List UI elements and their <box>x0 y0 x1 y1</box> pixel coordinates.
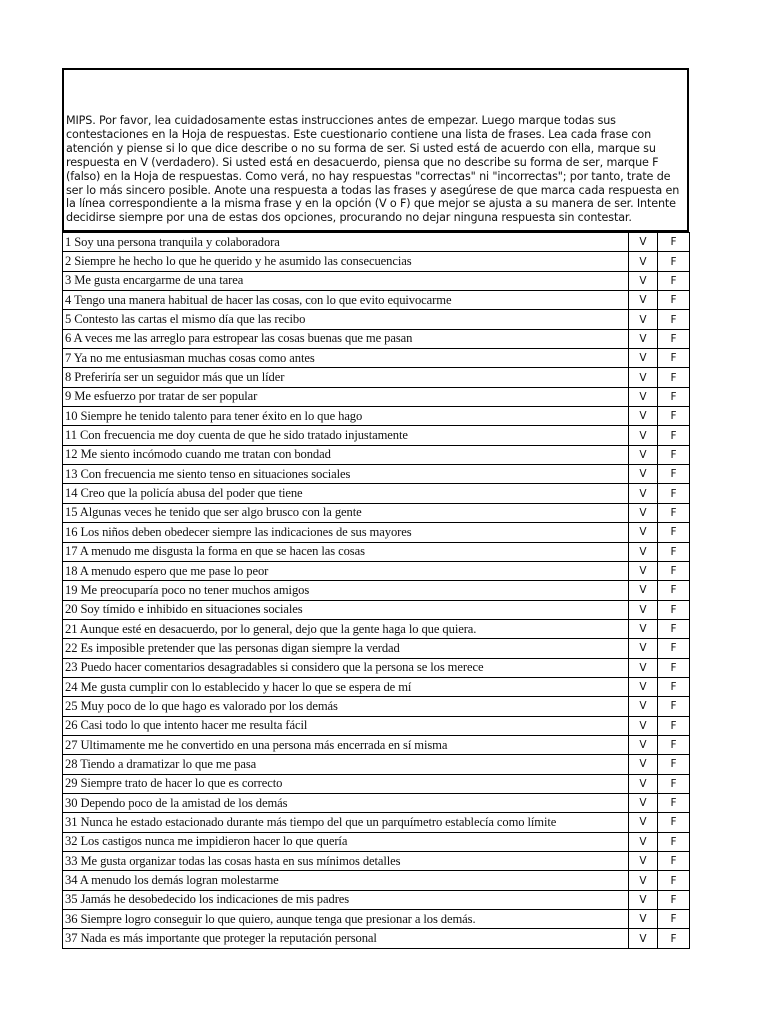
answer-false-option[interactable]: F <box>658 639 690 658</box>
table-row <box>63 929 690 948</box>
answer-false-option[interactable]: F <box>658 407 690 426</box>
question-text: 31 Nunca he estado estacionado durante más tiempo del que un parquímetro establecía como límite <box>63 813 629 832</box>
answer-false-option[interactable]: F <box>658 503 690 522</box>
answer-false-option[interactable]: F <box>658 774 690 793</box>
answer-false-option[interactable]: F <box>658 561 690 580</box>
table-row <box>63 774 690 793</box>
table-row <box>63 329 690 348</box>
table-row <box>63 832 690 851</box>
question-text: 13 Con frecuencia me siento tenso en situaciones sociales <box>63 465 629 484</box>
table-row <box>63 252 690 271</box>
answer-true-option[interactable]: V <box>629 252 658 271</box>
answer-false-option[interactable]: F <box>658 852 690 871</box>
answer-false-option[interactable]: F <box>658 755 690 774</box>
answer-false-option[interactable]: F <box>658 697 690 716</box>
table-row <box>63 271 690 290</box>
answer-false-option[interactable]: F <box>658 619 690 638</box>
answer-false-option[interactable]: F <box>658 387 690 406</box>
question-text: 33 Me gusta organizar todas las cosas hasta en sus mínimos detalles <box>63 852 629 871</box>
answer-true-option[interactable]: V <box>629 910 658 929</box>
answer-false-option[interactable]: F <box>658 368 690 387</box>
table-row <box>63 697 690 716</box>
answer-true-option[interactable]: V <box>629 484 658 503</box>
answer-true-option[interactable]: V <box>629 233 658 252</box>
answer-false-option[interactable]: F <box>658 581 690 600</box>
question-text: 12 Me siento incómodo cuando me tratan con bondad <box>63 445 629 464</box>
table-row <box>63 813 690 832</box>
answer-false-option[interactable]: F <box>658 523 690 542</box>
answer-false-option[interactable]: F <box>658 349 690 368</box>
table-row <box>63 503 690 522</box>
answer-false-option[interactable]: F <box>658 832 690 851</box>
answer-true-option[interactable]: V <box>629 600 658 619</box>
table-row <box>63 233 690 252</box>
table-row <box>63 639 690 658</box>
answer-true-option[interactable]: V <box>629 677 658 696</box>
question-text: 11 Con frecuencia me doy cuenta de que he sido tratado injustamente <box>63 426 629 445</box>
question-text: 14 Creo que la policía abusa del poder que tiene <box>63 484 629 503</box>
answer-false-option[interactable]: F <box>658 484 690 503</box>
answer-true-option[interactable]: V <box>629 581 658 600</box>
answer-false-option[interactable]: F <box>658 716 690 735</box>
answer-true-option[interactable]: V <box>629 561 658 580</box>
question-text: 15 Algunas veces he tenido que ser algo brusco con la gente <box>63 503 629 522</box>
table-row <box>63 368 690 387</box>
answer-false-option[interactable]: F <box>658 329 690 348</box>
answer-true-option[interactable]: V <box>629 426 658 445</box>
table-row <box>63 600 690 619</box>
answer-true-option[interactable]: V <box>629 639 658 658</box>
question-text: 16 Los niños deben obedecer siempre las indicaciones de sus mayores <box>63 523 629 542</box>
answer-false-option[interactable]: F <box>658 310 690 329</box>
table-row <box>63 910 690 929</box>
question-text: 26 Casi todo lo que intento hacer me resulta fácil <box>63 716 629 735</box>
table-row <box>63 407 690 426</box>
question-table <box>62 232 690 949</box>
answer-true-option[interactable]: V <box>629 793 658 812</box>
table-row <box>63 677 690 696</box>
table-row <box>63 852 690 871</box>
answer-false-option[interactable]: F <box>658 233 690 252</box>
answer-true-option[interactable]: V <box>629 755 658 774</box>
question-text: 34 A menudo los demás logran molestarme <box>63 871 629 890</box>
question-text: 30 Dependo poco de la amistad de los demás <box>63 793 629 812</box>
question-text: 21 Aunque esté en desacuerdo, por lo general, dejo que la gente haga lo que quiera. <box>63 619 629 638</box>
answer-true-option[interactable]: V <box>629 619 658 638</box>
answer-true-option[interactable]: V <box>629 523 658 542</box>
answer-false-option[interactable]: F <box>658 600 690 619</box>
table-row <box>63 291 690 310</box>
answer-false-option[interactable]: F <box>658 910 690 929</box>
answer-false-option[interactable]: F <box>658 291 690 310</box>
table-row <box>63 716 690 735</box>
answer-false-option[interactable]: F <box>658 813 690 832</box>
answer-true-option[interactable]: V <box>629 291 658 310</box>
table-row <box>63 755 690 774</box>
question-text: 8 Preferiría ser un seguidor más que un líder <box>63 368 629 387</box>
table-row <box>63 349 690 368</box>
answer-true-option[interactable]: V <box>629 871 658 890</box>
table-row <box>63 310 690 329</box>
answer-true-option[interactable]: V <box>629 852 658 871</box>
question-text: 36 Siempre logro conseguir lo que quiero, aunque tenga que presionar a los demás. <box>63 910 629 929</box>
table-row <box>63 426 690 445</box>
answer-false-option[interactable]: F <box>658 871 690 890</box>
question-text: 35 Jamás he desobedecido los indicaciones de mis padres <box>63 890 629 909</box>
table-row <box>63 735 690 754</box>
answer-true-option[interactable]: V <box>629 832 658 851</box>
answer-true-option[interactable]: V <box>629 503 658 522</box>
question-text: 22 Es imposible pretender que las personas digan siempre la verdad <box>63 639 629 658</box>
answer-true-option[interactable]: V <box>629 697 658 716</box>
question-text: 3 Me gusta encargarme de una tarea <box>63 271 629 290</box>
question-text: 20 Soy tímido e inhibido en situaciones sociales <box>63 600 629 619</box>
answer-true-option[interactable]: V <box>629 716 658 735</box>
question-text: 4 Tengo una manera habitual de hacer las cosas, con lo que evito equivocarme <box>63 291 629 310</box>
answer-true-option[interactable]: V <box>629 271 658 290</box>
question-text: 9 Me esfuerzo por tratar de ser popular <box>63 387 629 406</box>
table-row <box>63 619 690 638</box>
question-text: 19 Me preocuparía poco no tener muchos amigos <box>63 581 629 600</box>
answer-false-option[interactable]: F <box>658 271 690 290</box>
table-row <box>63 871 690 890</box>
answer-true-option[interactable]: V <box>629 890 658 909</box>
question-text: 7 Ya no me entusiasman muchas cosas como antes <box>63 349 629 368</box>
answer-true-option[interactable]: V <box>629 368 658 387</box>
answer-false-option[interactable]: F <box>658 929 690 948</box>
answer-true-option[interactable]: V <box>629 735 658 754</box>
question-text: 5 Contesto las cartas el mismo día que las recibo <box>63 310 629 329</box>
answer-true-option[interactable]: V <box>629 310 658 329</box>
questionnaire-sheet <box>62 68 689 949</box>
question-text: 32 Los castigos nunca me impidieron hacer lo que quería <box>63 832 629 851</box>
table-row <box>63 387 690 406</box>
table-row <box>63 793 690 812</box>
table-row <box>63 445 690 464</box>
question-text: 27 Ultimamente me he convertido en una persona más encerrada en sí misma <box>63 735 629 754</box>
table-row <box>63 484 690 503</box>
instructions-box: MIPS. Por favor, lea cuidadosamente estas instrucciones antes de empezar. Luego marque todas sus contestaciones en la Hoja de respuestas. Este cuestionario contiene una lista de frases. Lea cada frase con atención y piense si lo que dice describe o no su forma de ser. Si usted está de acuerdo con ella, marque su respuesta en V (verdadero). Si usted está en desacuerdo, piensa que no describe su forma de ser, marque F (falso) en la Hoja de respuestas. Como verá, no hay respuestas "correctas" ni "incorrectas"; por tanto, trate de ser lo más sincero posible. Anote una respuesta a todas las frases y asegúrese de que marca cada respuesta en la línea correspondiente a la misma frase y en la opción (V o F) que mejor se ajusta a su manera de ser. Intente decidirse siempre por una de estas dos opciones, procurando no dejar ninguna respuesta sin contestar. <box>62 68 689 232</box>
answer-true-option[interactable]: V <box>629 407 658 426</box>
answer-false-option[interactable]: F <box>658 793 690 812</box>
question-text: 37 Nada es más importante que proteger la reputación personal <box>63 929 629 948</box>
answer-false-option[interactable]: F <box>658 677 690 696</box>
answer-true-option[interactable]: V <box>629 387 658 406</box>
question-text: 6 A veces me las arreglo para estropear las cosas buenas que me pasan <box>63 329 629 348</box>
answer-false-option[interactable]: F <box>658 426 690 445</box>
answer-false-option[interactable]: F <box>658 890 690 909</box>
answer-false-option[interactable]: F <box>658 445 690 464</box>
answer-true-option[interactable]: V <box>629 349 658 368</box>
answer-false-option[interactable]: F <box>658 658 690 677</box>
question-text: 2 Siempre he hecho lo que he querido y he asumido las consecuencias <box>63 252 629 271</box>
question-text: 28 Tiendo a dramatizar lo que me pasa <box>63 755 629 774</box>
answer-true-option[interactable]: V <box>629 542 658 561</box>
answer-true-option[interactable]: V <box>629 329 658 348</box>
table-row <box>63 542 690 561</box>
question-text: 10 Siempre he tenido talento para tener éxito en lo que hago <box>63 407 629 426</box>
question-text: 24 Me gusta cumplir con lo establecido y hacer lo que se espera de mí <box>63 677 629 696</box>
question-text: 1 Soy una persona tranquila y colaboradora <box>63 233 629 252</box>
question-text: 29 Siempre trato de hacer lo que es correcto <box>63 774 629 793</box>
table-row <box>63 561 690 580</box>
table-row <box>63 890 690 909</box>
answer-true-option[interactable]: V <box>629 445 658 464</box>
answer-true-option[interactable]: V <box>629 465 658 484</box>
answer-false-option[interactable]: F <box>658 542 690 561</box>
table-row <box>63 658 690 677</box>
answer-false-option[interactable]: F <box>658 465 690 484</box>
question-text: 23 Puedo hacer comentarios desagradables si considero que la persona se los merece <box>63 658 629 677</box>
answer-true-option[interactable]: V <box>629 929 658 948</box>
table-row <box>63 465 690 484</box>
answer-false-option[interactable]: F <box>658 252 690 271</box>
table-row <box>63 581 690 600</box>
table-row <box>63 523 690 542</box>
answer-true-option[interactable]: V <box>629 813 658 832</box>
answer-false-option[interactable]: F <box>658 735 690 754</box>
question-text: 17 A menudo me disgusta la forma en que se hacen las cosas <box>63 542 629 561</box>
question-text: 25 Muy poco de lo que hago es valorado por los demás <box>63 697 629 716</box>
question-text: 18 A menudo espero que me pase lo peor <box>63 561 629 580</box>
answer-true-option[interactable]: V <box>629 774 658 793</box>
answer-true-option[interactable]: V <box>629 658 658 677</box>
